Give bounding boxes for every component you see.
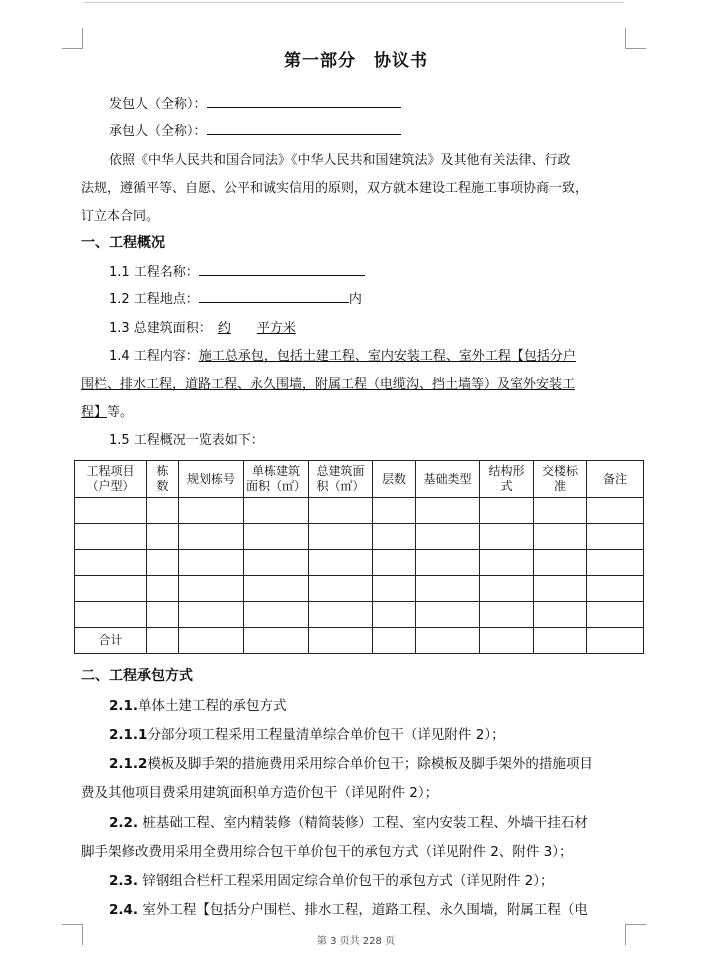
table-row bbox=[75, 498, 644, 524]
item-2-1-2-num: 2.1.2 bbox=[109, 756, 148, 772]
header-cell-structure: 结构形 式 bbox=[480, 461, 534, 498]
item-1-5: 1.5 工程概况一览表如下： bbox=[109, 433, 264, 448]
item-2-1-1-text: 分部分项工程采用工程量清单综合单价包干（详见附件 2）； bbox=[147, 727, 505, 743]
item-2-1-1 bbox=[109, 723, 505, 743]
project-name-blank[interactable] bbox=[199, 261, 365, 276]
page-footer: 第 3 页共 228 页 bbox=[316, 936, 396, 947]
table-row bbox=[75, 576, 644, 602]
header-cell-foundation: 基础类型 bbox=[416, 461, 480, 498]
item-2-1-text: 单体土建工程的承包方式 bbox=[138, 698, 287, 714]
item-2-3-text: 锌钢组合栏杆工程采用固定综合单价包干的承包方式（详见附件 2）； bbox=[138, 873, 554, 889]
item-2-3-num: 2.3. bbox=[109, 873, 139, 889]
item-2-2-cont: 脚手架修改费用采用全费用综合包干单价包干的承包方式（详见附件 2、附件 3）； bbox=[81, 844, 573, 860]
table-row bbox=[75, 602, 644, 628]
item-2-2 bbox=[109, 811, 588, 831]
page-title: 第一部分 协议书 bbox=[284, 51, 428, 71]
item-1-4-end: 等。 bbox=[107, 405, 134, 420]
item-1-4-line-3 bbox=[81, 401, 133, 420]
item-1-2-suffix: 内 bbox=[348, 292, 362, 307]
item-1-4-text-1: 施工总承包，包括土建工程、室内安装工程、室外工程【包括分户 bbox=[198, 349, 576, 364]
header-cell-floors: 层数 bbox=[373, 461, 416, 498]
table-header-row bbox=[75, 461, 644, 498]
item-1-1-label: 1.1 工程名称： bbox=[109, 265, 199, 280]
item-1-3-unit: 平方米 bbox=[256, 321, 296, 336]
party-b-line bbox=[109, 120, 401, 139]
intro-line-1: 依照《中华人民共和国合同法》《中华人民共和国建筑法》及其他有关法律、行政 bbox=[109, 153, 571, 168]
table-row bbox=[75, 524, 644, 550]
header-cell-count: 栋 数 bbox=[147, 461, 179, 498]
party-a-label: 发包人（全称）： bbox=[109, 97, 207, 112]
section1-heading: 一、工程概况 bbox=[81, 235, 165, 251]
project-overview-table bbox=[74, 460, 644, 654]
header-cell-total-area: 总建筑面 积（㎡） bbox=[309, 461, 373, 498]
project-location-blank[interactable] bbox=[199, 288, 349, 303]
total-label: 合计 bbox=[75, 628, 147, 654]
intro-line-2: 法规，遵循平等、自愿、公平和诚实信用的原则，双方就本建设工程施工事项协商一致， bbox=[81, 181, 589, 196]
item-2-2-text: 桩基础工程、室内精装修（精简装修）工程、室内安装工程、外墙干挂石材 bbox=[138, 815, 588, 831]
header-cell-unit-area: 单栋建筑 面积（㎡） bbox=[244, 461, 309, 498]
item-2-1-2-text: 模板及脚手架的措施费用采用综合单价包干；除模板及脚手架外的措施项目 bbox=[147, 756, 593, 772]
item-1-2 bbox=[109, 288, 362, 307]
item-2-1-num: 2.1. bbox=[109, 698, 139, 714]
intro-line-3: 订立本合同。 bbox=[81, 209, 160, 224]
header-cell-remarks: 备注 bbox=[587, 461, 644, 498]
item-2-1-1-num: 2.1.1 bbox=[109, 727, 148, 743]
item-2-4-text: 室外工程【包括分户围栏、排水工程，道路工程、永久围墙，附属工程（电 bbox=[138, 902, 588, 918]
item-1-4-line-1 bbox=[109, 345, 576, 364]
page-top-edge bbox=[84, 2, 624, 3]
item-1-4-label: 1.4 工程内容： bbox=[109, 349, 199, 364]
item-1-1 bbox=[109, 261, 365, 280]
party-b-label: 承包人（全称）： bbox=[109, 124, 207, 139]
party-a-line bbox=[109, 93, 401, 112]
table-row bbox=[75, 550, 644, 576]
item-1-3-label: 1.3 总建筑面积： bbox=[109, 321, 212, 336]
item-1-2-label: 1.2 工程地点： bbox=[109, 292, 199, 307]
party-b-blank[interactable] bbox=[207, 120, 401, 135]
header-cell-project: 工程项目 （户型） bbox=[75, 461, 147, 498]
item-2-4 bbox=[109, 898, 588, 918]
party-a-blank[interactable] bbox=[207, 93, 401, 108]
item-1-3-value: 约 bbox=[217, 321, 231, 336]
item-2-1-2-cont: 费及其他项目费采用建筑面积单方造价包干（详见附件 2）； bbox=[81, 785, 439, 801]
item-2-1-2 bbox=[109, 752, 593, 772]
item-2-2-num: 2.2. bbox=[109, 815, 139, 831]
item-2-4-num: 2.4. bbox=[109, 902, 139, 918]
header-cell-plan-no: 规划栋号 bbox=[179, 461, 244, 498]
item-1-4-text-3: 程】 bbox=[81, 405, 108, 420]
table-total-row bbox=[75, 628, 644, 654]
header-cell-delivery-standard: 交楼标 准 bbox=[534, 461, 587, 498]
item-1-3 bbox=[109, 317, 296, 336]
item-1-4-line-2: 围栏、排水工程，道路工程、永久围墙，附属工程（电缆沟、挡土墙等）及室外安装工 bbox=[81, 377, 576, 392]
item-2-1 bbox=[109, 694, 287, 714]
section2-heading: 二、工程承包方式 bbox=[81, 668, 193, 684]
item-2-3 bbox=[109, 869, 553, 889]
